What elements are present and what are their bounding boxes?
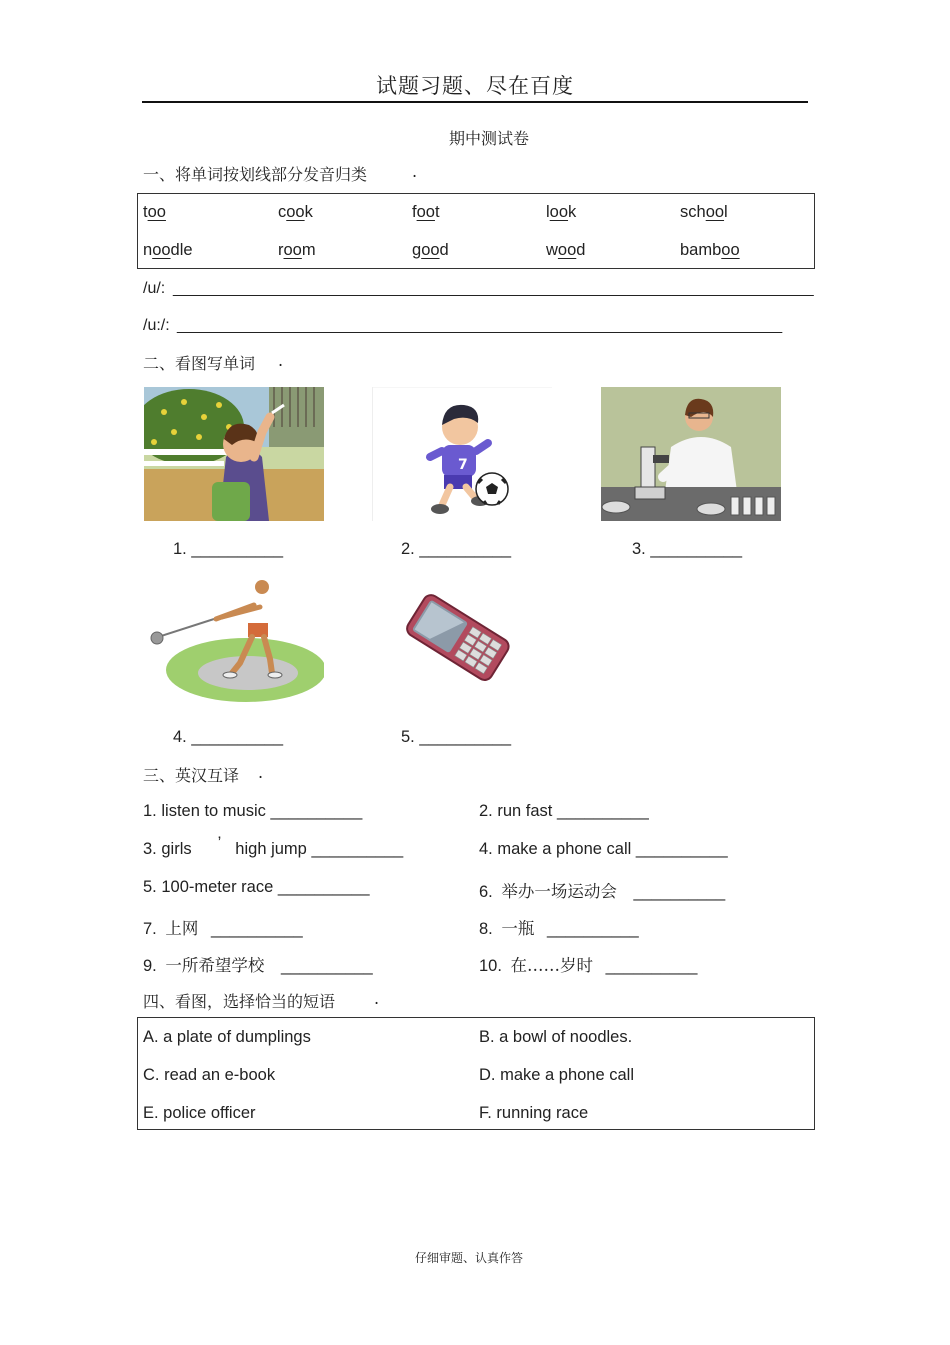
word-item xyxy=(143,241,193,260)
word-prefix: t xyxy=(143,203,148,221)
word-item xyxy=(546,241,585,260)
picture-label-4[interactable]: 4. __________ xyxy=(173,728,284,746)
word-prefix: w xyxy=(546,241,558,259)
picture-boy-football xyxy=(372,387,552,521)
item-text: listen to music xyxy=(161,802,266,820)
item-text: 举办一场运动会 xyxy=(501,882,617,901)
item-number: 7. xyxy=(143,920,157,938)
answer-blank[interactable]: __________ xyxy=(605,957,698,975)
picture-label-2[interactable]: 2. __________ xyxy=(401,540,512,558)
section3-heading: 三、英汉互译 xyxy=(143,766,240,785)
item-text: run fast xyxy=(497,802,553,820)
answer-blank[interactable]: __________ xyxy=(270,802,363,820)
word-suffix: l xyxy=(724,203,728,221)
translate-item-5 xyxy=(143,878,370,897)
option-d: D. make a phone call xyxy=(479,1066,635,1084)
section2-heading: 二、看图写单词 xyxy=(143,354,256,373)
header-divider xyxy=(142,101,808,103)
translate-item-1 xyxy=(143,802,362,821)
item-text: 上网 xyxy=(165,919,199,938)
word-item xyxy=(143,203,166,222)
u-long-answer-line[interactable]: ____________________________________________________________________ xyxy=(177,317,783,334)
answer-blank[interactable]: __________ xyxy=(633,883,726,901)
word-underlined-part: oo xyxy=(721,241,740,259)
header-title: 试题习题、尽在百度 xyxy=(376,74,574,98)
translate-item-9 xyxy=(143,952,373,976)
word-suffix: d xyxy=(439,241,449,259)
word-prefix: g xyxy=(412,241,422,259)
section4-heading: 四、看图，选择恰当的短语 xyxy=(143,992,336,1011)
item-number: 6. xyxy=(479,883,493,901)
item-text: make a phone call xyxy=(497,840,632,858)
item-number: 5. xyxy=(143,878,157,896)
answer-blank[interactable]: __________ xyxy=(210,920,303,938)
word-prefix: bamb xyxy=(680,241,722,259)
u-long-label: /u:/: xyxy=(143,317,170,334)
item-number: 1. xyxy=(143,802,157,820)
option-e: E. police officer xyxy=(143,1104,256,1122)
word-item xyxy=(412,203,440,222)
word-underlined-part: oo xyxy=(416,203,435,221)
section4-heading-end: . xyxy=(374,989,380,1008)
word-suffix: d xyxy=(576,241,586,259)
u-short-label: /u/: xyxy=(143,280,166,297)
item-number: 8. xyxy=(479,920,493,938)
section1-heading-end: . xyxy=(412,162,418,181)
word-item xyxy=(680,203,728,222)
option-f: F. running race xyxy=(479,1104,589,1122)
word-underlined-part: oo xyxy=(557,241,577,259)
item-text: 在……岁时 xyxy=(510,956,594,975)
answer-blank[interactable]: __________ xyxy=(635,840,728,858)
translate-item-8 xyxy=(479,915,639,939)
word-suffix: t xyxy=(434,203,440,221)
word-item xyxy=(412,241,449,260)
section3-heading-end: . xyxy=(258,763,264,782)
word-underlined-part: oo xyxy=(147,203,166,221)
item-number: 3. xyxy=(143,840,157,858)
word-underlined-part: oo xyxy=(549,203,569,221)
item-number: 10. xyxy=(479,957,502,975)
word-underlined-part: oo xyxy=(286,203,305,221)
answer-blank[interactable]: __________ xyxy=(280,957,373,975)
answer-blank[interactable]: __________ xyxy=(546,920,639,938)
u-short-answer-line[interactable]: ________________________________________________________________________ xyxy=(173,280,814,297)
word-suffix: k xyxy=(304,203,313,221)
picture-mobile-phone xyxy=(395,590,520,685)
apostrophe: ’ xyxy=(217,834,222,852)
word-prefix: l xyxy=(546,203,550,221)
word-item xyxy=(278,241,316,260)
picture-boy-waving xyxy=(144,387,324,521)
word-underlined-part: oo xyxy=(152,241,171,259)
translate-item-7 xyxy=(143,915,303,939)
word-item xyxy=(680,241,740,260)
answer-blank[interactable]: __________ xyxy=(277,878,370,896)
translate-item-4 xyxy=(479,840,728,859)
item-text: girls xyxy=(161,840,192,858)
picture-scientist xyxy=(601,387,781,521)
footer-text: 仔细审题、认真作答 xyxy=(414,1251,523,1265)
word-prefix: n xyxy=(143,241,153,259)
translate-item-6 xyxy=(479,878,725,902)
word-item xyxy=(546,203,576,222)
word-underlined-part: oo xyxy=(421,241,440,259)
word-prefix: f xyxy=(412,203,417,221)
item-text: 100-meter race xyxy=(161,878,274,896)
translate-item-3 xyxy=(143,834,404,859)
word-prefix: c xyxy=(278,203,287,221)
option-a: A. a plate of dumplings xyxy=(143,1028,311,1046)
word-prefix: r xyxy=(278,241,284,259)
document-title: 期中测试卷 xyxy=(448,129,529,148)
section1-heading: 一、将单词按划线部分发音归类 xyxy=(143,165,368,184)
translate-item-2 xyxy=(479,802,649,821)
word-suffix: dle xyxy=(170,241,193,259)
picture-label-1[interactable]: 1. __________ xyxy=(173,540,284,558)
answer-blank[interactable]: __________ xyxy=(556,802,649,820)
answer-blank[interactable]: __________ xyxy=(311,840,404,858)
word-prefix: sch xyxy=(680,203,706,221)
item-number: 9. xyxy=(143,957,157,975)
item-number: 4. xyxy=(479,840,493,858)
item-text-2: high jump xyxy=(235,840,307,858)
picture-hammer-throw xyxy=(144,575,324,705)
item-text: 一瓶 xyxy=(501,919,535,938)
option-b: B. a bowl of noodles. xyxy=(479,1028,633,1046)
word-underlined-part: oo xyxy=(283,241,302,259)
option-c: C. read an e-book xyxy=(143,1066,276,1084)
section2-heading-end: . xyxy=(278,351,284,370)
word-suffix: k xyxy=(568,203,577,221)
word-item xyxy=(278,203,313,222)
translate-item-10 xyxy=(479,952,697,976)
picture-label-5[interactable]: 5. __________ xyxy=(401,728,512,746)
jersey-number: 7 xyxy=(458,457,468,473)
word-suffix: m xyxy=(301,241,316,259)
word-underlined-part: oo xyxy=(705,203,725,221)
picture-label-3[interactable]: 3. __________ xyxy=(632,540,743,558)
item-number: 2. xyxy=(479,802,493,820)
item-text: 一所希望学校 xyxy=(165,956,265,975)
